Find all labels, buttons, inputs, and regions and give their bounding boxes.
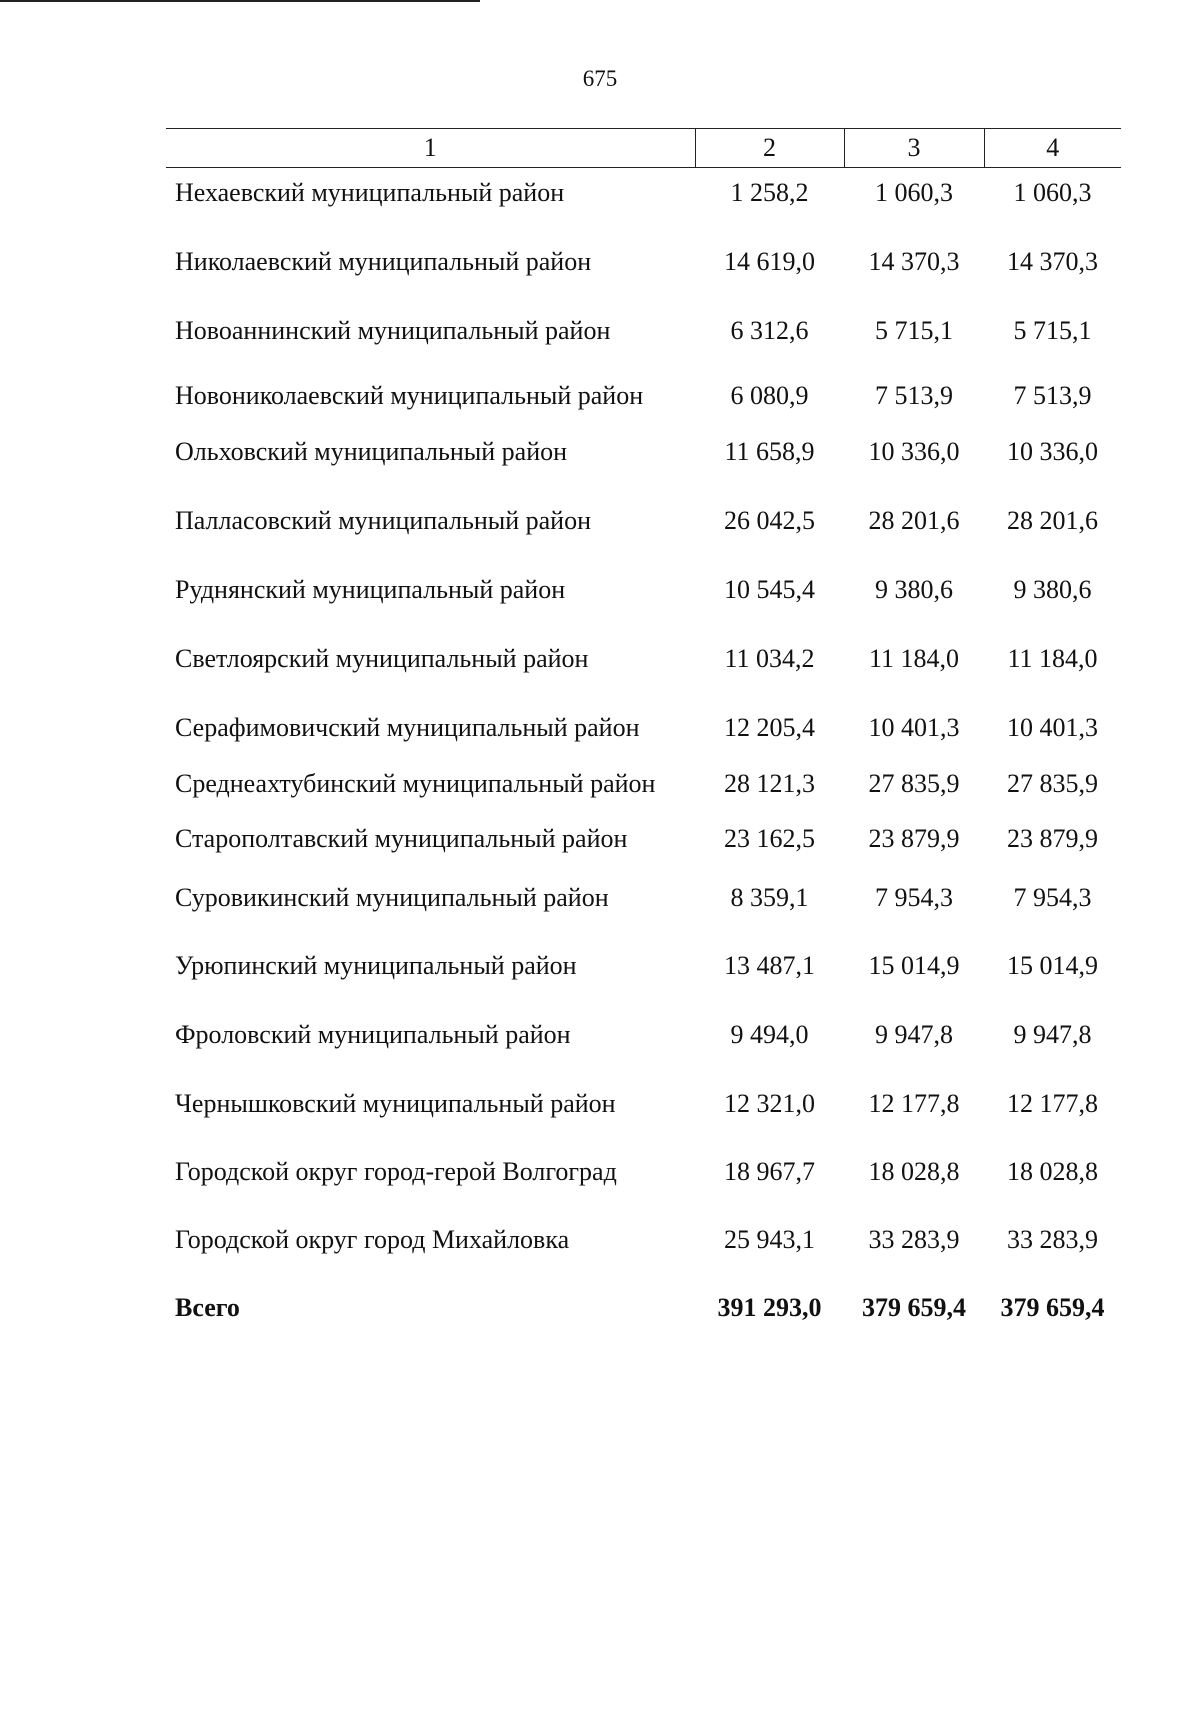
- value-col2-cell: 11 034,2: [724, 644, 815, 673]
- region-name-cell: Новониколаевский муниципальный район: [175, 381, 644, 410]
- value-col3-cell: 27 835,9: [868, 769, 960, 798]
- value-col2-cell: 6 312,6: [730, 316, 809, 345]
- table-row: [166, 604, 1121, 673]
- region-name-cell: Палласовский муниципальный район: [175, 506, 591, 535]
- value-col4-cell: 10 336,0: [1007, 437, 1098, 466]
- table-row: [166, 466, 1121, 535]
- region-name-cell: Ольховский муниципальный район: [175, 437, 568, 466]
- value-col4-cell: 1 060,3: [1013, 178, 1092, 207]
- region-name-cell: Среднеахтубинский муниципальный район: [175, 769, 656, 798]
- value-col3-cell: 9 947,8: [875, 1020, 953, 1049]
- value-col4-cell: 7 954,3: [1013, 883, 1092, 912]
- value-col2-cell: 13 487,1: [724, 951, 815, 980]
- table-header-row: [166, 129, 1121, 168]
- value-col4-cell: 15 014,9: [1007, 951, 1098, 980]
- table-body: [166, 168, 1121, 1323]
- region-name-cell: Николаевский муниципальный район: [175, 247, 592, 276]
- column-header-3: 3: [844, 129, 984, 168]
- value-col4-cell: 9 947,8: [1013, 1020, 1092, 1049]
- top-rule: [0, 0, 480, 2]
- value-col4-cell: 10 401,3: [1007, 713, 1098, 742]
- table-row: [166, 207, 1121, 276]
- value-col2-cell: 11 658,9: [724, 437, 815, 466]
- value-col4-cell: 18 028,8: [1007, 1157, 1098, 1186]
- value-col3-cell: 14 370,3: [868, 247, 960, 276]
- table-row: [166, 168, 1121, 208]
- value-col2-cell: 9 494,0: [730, 1020, 809, 1049]
- table-row: [166, 1049, 1121, 1118]
- value-col3-cell: 5 715,1: [875, 316, 953, 345]
- table-row: [166, 1186, 1121, 1254]
- value-col3-cell: 10 336,0: [868, 437, 960, 466]
- region-name-cell: Руднянский муниципальный район: [175, 575, 566, 604]
- value-col2-cell: 18 967,7: [724, 1157, 815, 1186]
- value-col3-cell: 28 201,6: [868, 506, 960, 535]
- region-name-cell: Фроловский муниципальный район: [175, 1020, 571, 1049]
- value-col3-cell: 7 513,9: [875, 381, 953, 410]
- table-row: [166, 742, 1121, 798]
- data-table-container: [166, 128, 1121, 1322]
- value-col3-cell: 379 659,4: [862, 1293, 966, 1322]
- value-col2-cell: 6 080,9: [730, 381, 809, 410]
- value-col4-cell: 12 177,8: [1007, 1089, 1098, 1118]
- region-name-cell: Нехаевский муниципальный район: [175, 178, 565, 207]
- value-col4-cell: 5 715,1: [1013, 316, 1092, 345]
- table-row: [166, 673, 1121, 742]
- table-row: [166, 276, 1121, 345]
- region-name-cell: Урюпинский муниципальный район: [175, 951, 577, 980]
- table-row: [166, 912, 1121, 980]
- value-col2-cell: 8 359,1: [730, 883, 809, 912]
- region-name-cell: Светлоярский муниципальный район: [175, 644, 589, 673]
- table-row: [166, 1118, 1121, 1186]
- region-name-cell: Всего: [175, 1293, 240, 1322]
- value-col4-cell: 11 184,0: [1007, 644, 1098, 673]
- table-total-row: [166, 1254, 1121, 1322]
- value-col2-cell: 12 321,0: [724, 1089, 815, 1118]
- value-col3-cell: 15 014,9: [868, 951, 960, 980]
- region-name-cell: Новоаннинский муниципальный район: [175, 316, 611, 345]
- column-header-1: 1: [166, 129, 695, 168]
- value-col3-cell: 11 184,0: [868, 644, 960, 673]
- value-col3-cell: 18 028,8: [868, 1157, 960, 1186]
- table-row: [166, 345, 1121, 410]
- value-col2-cell: 10 545,4: [724, 575, 815, 604]
- table-row: [166, 980, 1121, 1049]
- data-table: [166, 128, 1121, 1322]
- table-row: [166, 853, 1121, 912]
- value-col4-cell: 9 380,6: [1013, 575, 1092, 604]
- region-name-cell: Чернышковский муниципальный район: [175, 1089, 616, 1118]
- value-col4-cell: 27 835,9: [1007, 769, 1098, 798]
- value-col2-cell: 26 042,5: [724, 506, 815, 535]
- value-col3-cell: 33 283,9: [868, 1225, 960, 1254]
- value-col2-cell: 28 121,3: [724, 769, 815, 798]
- column-header-4: 4: [984, 129, 1121, 168]
- region-name-cell: Суровикинский муниципальный район: [175, 883, 609, 912]
- value-col3-cell: 9 380,6: [875, 575, 953, 604]
- value-col3-cell: 12 177,8: [868, 1089, 960, 1118]
- value-col2-cell: 14 619,0: [724, 247, 815, 276]
- value-col2-cell: 25 943,1: [724, 1225, 815, 1254]
- column-header-2: 2: [695, 129, 844, 168]
- value-col4-cell: 33 283,9: [1007, 1225, 1098, 1254]
- value-col3-cell: 10 401,3: [868, 713, 960, 742]
- value-col4-cell: 379 659,4: [1000, 1293, 1105, 1322]
- region-name-cell: Городской округ город-герой Волгоград: [175, 1157, 617, 1186]
- value-col2-cell: 391 293,0: [717, 1293, 822, 1322]
- region-name-cell: Городской округ город Михайловка: [175, 1225, 570, 1254]
- value-col2-cell: 12 205,4: [724, 713, 815, 742]
- region-name-cell: Старополтавский муниципальный район: [175, 824, 628, 853]
- value-col4-cell: 23 879,9: [1007, 824, 1098, 853]
- value-col3-cell: 1 060,3: [875, 178, 953, 207]
- value-col3-cell: 7 954,3: [875, 883, 953, 912]
- table-row: [166, 410, 1121, 466]
- table-row: [166, 798, 1121, 853]
- page-number: 675: [582, 66, 618, 91]
- value-col2-cell: 1 258,2: [730, 178, 809, 207]
- table-row: [166, 535, 1121, 604]
- value-col3-cell: 23 879,9: [868, 824, 960, 853]
- value-col4-cell: 7 513,9: [1013, 381, 1092, 410]
- region-name-cell: Серафимовичский муниципальный район: [175, 713, 640, 742]
- value-col4-cell: 14 370,3: [1007, 247, 1098, 276]
- value-col4-cell: 28 201,6: [1007, 506, 1098, 535]
- value-col2-cell: 23 162,5: [724, 824, 815, 853]
